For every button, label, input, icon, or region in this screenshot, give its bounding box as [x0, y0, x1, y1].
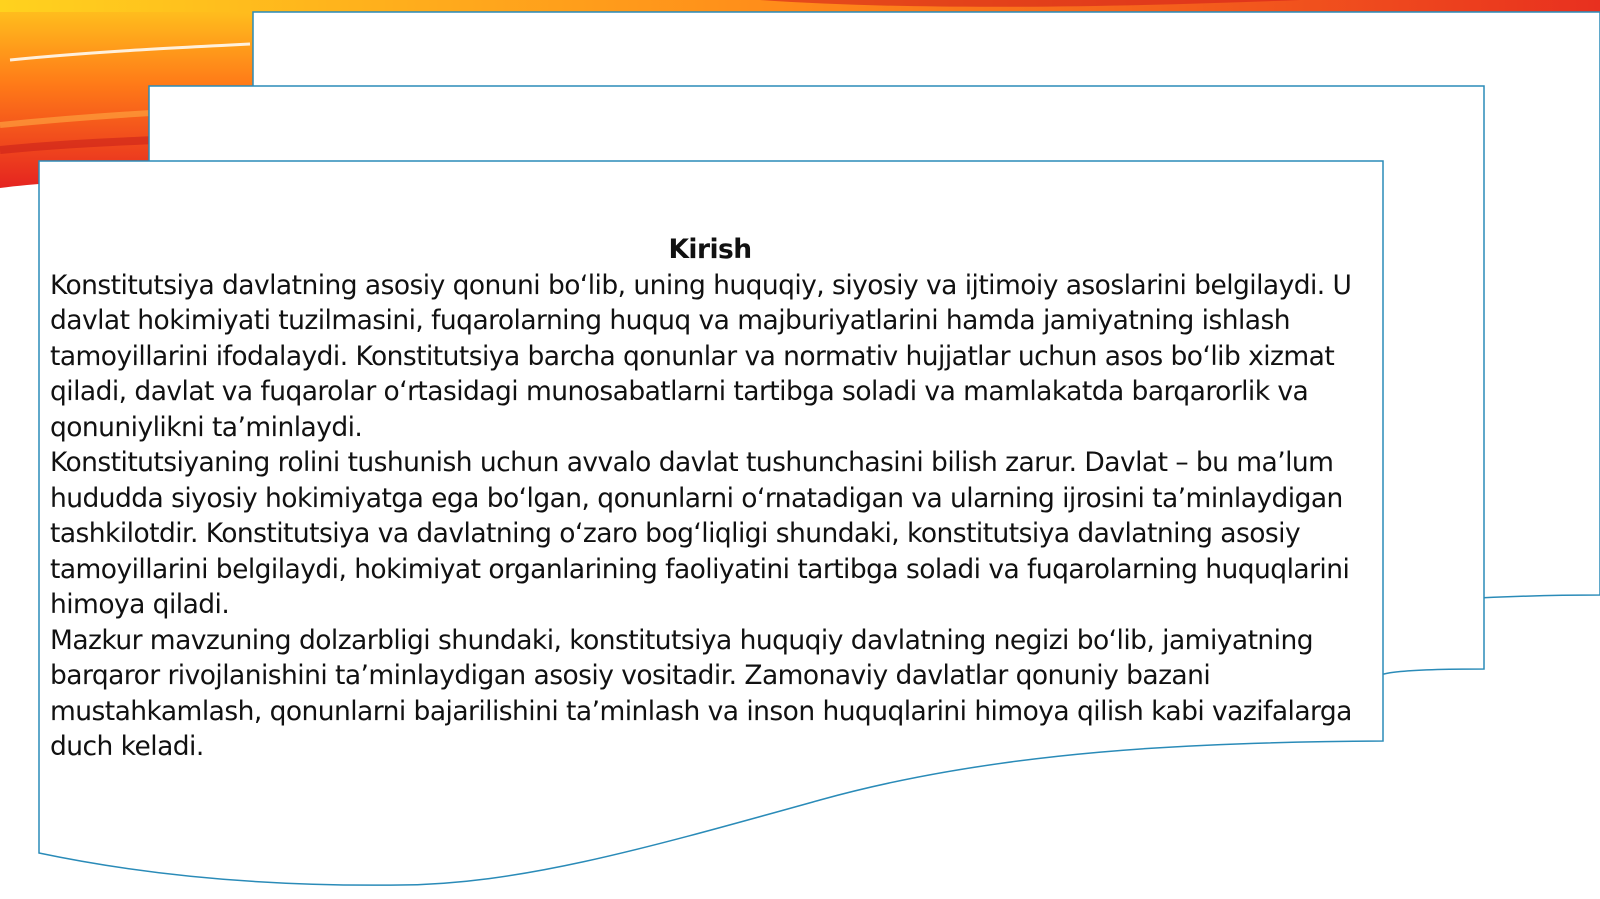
- paragraph-2: Konstitutsiyaning rolini tushunish uchun avvalo davlat tushunchasini bilish zarur. Davlat – bu ma’lum hududda siyosiy hokimiyatga ega bo‘lgan, qonunlarni o‘rnatadigan va ularning ijrosini ta’minlaydigan tashkilotdir. Konstitutsiya va davlatning o‘zaro bog‘liqligi shundaki, konstitutsiya davlatning asosiy tamoyillarini belgilaydi, hokimiyat organlarining faoliyatini tartibga soladi va fuqarolarning huquqlarini himoya qiladi.: [50, 447, 1350, 620]
- paragraph-1: Konstitutsiya davlatning asosiy qonuni bo‘lib, uning huquqiy, siyosiy va ijtimoiy asoslarini belgilaydi. U davlat hokimiyati tuzilmasini, fuqarolarning huquq va majburiyatlarini hamda jamiyatning ishlash tamoyillarini ifodalaydi. Konstitutsiya barcha qonunlar va normativ hujjatlar uchun asos bo‘lib xizmat qiladi, davlat va fuqarolar o‘rtasidagi munosabatlarni tartibga soladi va mamlakatda barqarorlik va qonuniylikni ta’minlaydi.: [50, 269, 1352, 443]
- paragraph-3: Mazkur mavzuning dolzarbligi shundaki, konstitutsiya huquqiy davlatning negizi bo‘lib, jamiyatning barqaror rivojlanishini ta’minlaydigan asosiy vositadir. Zamonaviy davlatlar qonuniy bazani mustahkamlash, qonunlarni bajarilishini ta’minlash va inson huquqlarini himoya qilish kabi vazifalarga duch keladi.: [50, 624, 1352, 762]
- document-text-block: [50, 232, 1380, 765]
- slide-title: Kirish: [668, 234, 752, 265]
